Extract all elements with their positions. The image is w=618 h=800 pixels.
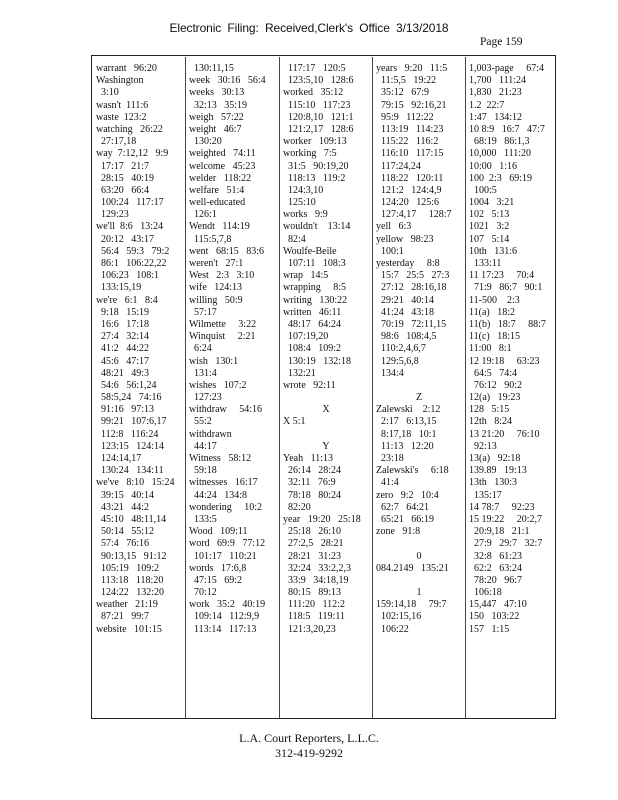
index-entry-continuation: 133:11 (469, 258, 502, 269)
index-entry-continuation: 129:5,6,8 (376, 355, 419, 367)
index-column-3 (283, 63, 369, 636)
index-entry-continuation: 25:18 26:10 (283, 526, 342, 538)
index-entry-continuation: 54:6 56:1,24 (96, 379, 157, 391)
index-entry-continuation: 15:7 25:5 27:3 (376, 270, 450, 282)
index-entry-continuation: 127:23 (189, 392, 222, 404)
index-entry-continuation: 113:19 114:23 (376, 123, 444, 135)
index-entry: 1.2 22:7 (469, 99, 505, 111)
index-entry-continuation: 100:24 117:17 (96, 197, 164, 209)
index-entry-continuation: 101:17 110:21 (189, 550, 257, 562)
index-entry-continuation: 27:12 28:16,18 (376, 282, 447, 294)
index-entry: wrote 92:11 (283, 379, 336, 391)
index-entry-continuation: 91:16 97:13 (96, 404, 155, 416)
court-reporter-name: L.A. Court Reporters, L.L.C. (239, 731, 379, 745)
index-entry-continuation: 16:6 17:18 (96, 318, 150, 330)
index-entry: 1,700 111:24 (469, 75, 527, 87)
index-entry: yell 6:3 (376, 221, 412, 233)
index-entry-continuation: 64:5 74:4 (469, 367, 518, 379)
index-entry-continuation: 121:3,20,23 (283, 623, 336, 635)
index-entry-continuation: 123:5,10 128:6 (283, 75, 354, 87)
index-spacer (283, 392, 369, 404)
index-entry-continuation: 118:5 119:11 (283, 611, 345, 623)
index-entry-continuation: 2:17 6:13,15 (376, 416, 437, 428)
index-entry: Zalewski's 6:18 (376, 465, 449, 477)
index-section-heading: 1 (416, 587, 422, 599)
index-entry: worker 109:13 (283, 136, 347, 148)
index-entry: 12 19:18 63:23 (469, 355, 540, 367)
index-entry: writing 130:22 (283, 294, 348, 306)
index-entry-continuation: 11:13 12:20 (376, 440, 434, 452)
index-entry: zone 91:8 (376, 526, 421, 538)
index-entry: weren't 27:1 (189, 258, 244, 269)
index-entry-continuation: 45:6 47:17 (96, 355, 150, 367)
index-entry: welcome 45:23 (189, 160, 256, 172)
index-entry: yellow 98:23 (376, 233, 434, 245)
index-entry: Washington (96, 75, 144, 87)
index-entry-continuation: 58:5,24 74:16 (96, 392, 162, 404)
index-entry: wondering 10:2 (189, 501, 263, 513)
page-number: Page 159 (480, 36, 523, 48)
index-entry-continuation: 33:9 34:18,19 (283, 574, 349, 586)
index-entry: 11(b) 18:7 88:7 (469, 318, 546, 330)
index-entry-continuation: 112:8 116:24 (96, 428, 159, 440)
index-entry: welder 118:22 (189, 172, 252, 184)
index-entry-continuation: 32:11 76:9 (283, 477, 336, 489)
index-entry: 1,830 21:23 (469, 87, 522, 99)
index-entry: Wilmette 3:22 (189, 318, 257, 330)
index-entry-continuation: 68:19 86:1,3 (469, 136, 530, 148)
index-entry-continuation: 17:17 21:7 (96, 160, 150, 172)
index-entry: 11-500 2:3 (469, 294, 520, 306)
index-entry-continuation: 92:13 (469, 440, 497, 452)
index-entry-continuation: 115:10 117:23 (283, 99, 351, 111)
index-entry: we'll 8:6 13:24 (96, 221, 164, 233)
index-entry-continuation: 44:24 134:8 (189, 489, 248, 501)
index-entry: zero 9:2 10:4 (376, 489, 439, 501)
index-entry-continuation: 106:23 108:1 (96, 270, 160, 282)
index-entry-continuation: 130:24 134:11 (96, 465, 164, 477)
index-entry-continuation: 20:9,18 21:1 (469, 526, 530, 538)
index-entry-continuation: 87:21 99:7 (96, 611, 150, 623)
index-entry: yesterday 8:8 (376, 258, 440, 269)
index-entry-continuation: 41:4 (376, 477, 399, 489)
index-entry-continuation: 27:2,5 28:21 (283, 538, 344, 550)
index-entry-continuation: 133:15,19 (96, 282, 142, 294)
index-entry: weight 46:7 (189, 123, 242, 135)
index-entry: wrap 14:5 (283, 270, 329, 282)
index-entry-continuation: 130:20 (189, 136, 222, 148)
index-entry: 12(a) 19:23 (469, 392, 521, 404)
index-entry: watching 26:22 (96, 123, 163, 135)
index-entry: 12th 8:24 (469, 416, 513, 428)
index-entry-continuation: 110:2,4,6,7 (376, 343, 426, 355)
index-entry-continuation: 31:5 90:19,20 (283, 160, 349, 172)
index-entry: 10,000 111:20 (469, 148, 532, 160)
index-spacer (376, 538, 462, 550)
index-entry: wish 130:1 (189, 355, 239, 367)
index-entry-continuation: 26:14 28:24 (283, 465, 342, 477)
index-entry-continuation: 99:21 107:6,17 (96, 416, 167, 428)
index-entry: year 19:20 25:18 (283, 513, 361, 525)
index-entry-continuation: 62:2 63:24 (469, 562, 523, 574)
column-divider (279, 57, 280, 718)
index-column-5 (469, 63, 553, 636)
index-entry: 107 5:14 (469, 233, 510, 245)
efiling-stamp: Electronic Filing: Received,Clerk's Office 3/13/2018 (169, 21, 449, 35)
index-entry-continuation: 70:12 (189, 587, 217, 599)
court-reporter-phone: 312-419-9292 (275, 746, 343, 760)
index-entry: 13 21:20 76:10 (469, 428, 540, 440)
index-entry-continuation: 76:12 90:2 (469, 379, 523, 391)
index-entry-continuation: 9:18 15:19 (96, 306, 150, 318)
index-entry: we've 8:10 15:24 (96, 477, 175, 489)
index-entry-continuation: 39:15 40:14 (96, 489, 155, 501)
index-entry: worked 35:12 (283, 87, 344, 99)
index-entry: 157 1:15 (469, 623, 510, 635)
index-entry-continuation: 118:13 119:2 (283, 172, 346, 184)
index-entry: 100 2:3 69:19 (469, 172, 533, 184)
index-entry-continuation: 59:18 (189, 465, 217, 477)
index-entry-continuation: 127:4,17 128:7 (376, 209, 452, 221)
index-entry-continuation: 107:11 108:3 (283, 258, 346, 269)
index-entry-continuation: 132:21 (283, 367, 316, 379)
index-entry: 139.89 19:13 (469, 465, 527, 477)
index-entry: 11:00 8:1 (469, 343, 512, 355)
index-entry: 13(a) 92:18 (469, 453, 521, 464)
index-entry-continuation: 45:10 48:11,14 (96, 513, 167, 525)
index-spacer (376, 380, 462, 392)
index-entry: 10:00 1:16 (469, 160, 518, 172)
index-entry-continuation: 120:8,10 121:1 (283, 111, 354, 123)
index-entry-continuation: 27:4 32:14 (96, 331, 150, 343)
index-section-heading: X (322, 404, 330, 416)
index-entry: 11 17:23 70:4 (469, 270, 535, 282)
index-entry-continuation: 90:13,15 91:12 (96, 550, 167, 562)
index-entry: Winquist 2:21 (189, 331, 256, 343)
index-entry: X 5:1 (283, 416, 306, 428)
index-entry-continuation: 131:4 (189, 367, 217, 379)
index-entry-continuation: 130:19 132:18 (283, 355, 352, 367)
index-entry: wouldn't 13:14 (283, 221, 351, 233)
index-entry-continuation: 62:7 64:21 (376, 501, 430, 513)
index-entry-continuation: 32:8 61:23 (469, 550, 523, 562)
index-entry-continuation: 124:3,10 (283, 184, 324, 196)
index-entry-continuation: 56:4 59:3 79:2 (96, 245, 170, 257)
column-divider (465, 57, 466, 718)
index-entry-continuation: 35:12 67:9 (376, 87, 430, 99)
index-entry: wrapping 8:5 (283, 282, 347, 294)
column-divider (372, 57, 373, 718)
index-entry: years 9:20 11:5 (376, 63, 448, 74)
index-entry: website 101:15 (96, 623, 162, 635)
index-entry: West 2:3 3:10 (189, 270, 255, 282)
index-entry-continuation: 98:6 108:4,5 (376, 331, 437, 343)
index-entry-continuation: 47:15 69:2 (189, 574, 243, 586)
index-entry-continuation: 48:17 64:24 (283, 318, 342, 330)
index-entry: 102 5:13 (469, 209, 510, 221)
index-entry-continuation: 32:24 33:2,2,3 (283, 562, 352, 574)
index-entry: 1:47 134:12 (469, 111, 523, 123)
index-entry-continuation: 115:5,7,8 (189, 233, 232, 245)
index-entry: 15,447 47:10 (469, 599, 527, 611)
index-entry-continuation: 11:5,5 19:22 (376, 75, 437, 87)
index-entry-continuation: 23:18 (376, 453, 404, 464)
index-entry-continuation: 6:24 (189, 343, 212, 355)
index-entry-continuation: 129:23 (96, 209, 129, 221)
index-entry: working 7:5 (283, 148, 337, 160)
index-entry: Woulfe-Beile (283, 245, 337, 257)
index-entry-continuation: 50:14 55:12 (96, 526, 155, 538)
index-entry-continuation: 57:17 (189, 306, 217, 318)
index-entry: witnesses 16:17 (189, 477, 258, 489)
index-entry: 1021 3:2 (469, 221, 510, 233)
index-entry-continuation: 8:17,18 10:1 (376, 428, 437, 440)
index-entry-continuation: 108:4 109:2 (283, 343, 342, 355)
index-entry: way 7:12,12 9:9 (96, 148, 169, 160)
index-entry-continuation: 106:22 (376, 623, 409, 635)
index-section-heading: Z (415, 392, 423, 404)
index-entry-continuation: 121:2,17 128:6 (283, 123, 354, 135)
index-entry: 150 103:22 (469, 611, 520, 623)
index-entry: weather 21:19 (96, 599, 158, 611)
index-entry-continuation: 78:18 80:24 (283, 489, 342, 501)
index-entry: went 68:15 83:6 (189, 245, 264, 257)
index-entry-continuation: 105:19 109:2 (96, 562, 160, 574)
index-entry: 10 8:9 16:7 47:7 (469, 123, 545, 135)
index-entry-continuation: 126:1 (189, 209, 217, 221)
index-entry-continuation: 78:20 96:7 (469, 574, 523, 586)
index-entry-continuation: 116:10 117:15 (376, 148, 444, 160)
index-entry-continuation: 107:19,20 (283, 331, 329, 343)
index-section-heading: Y (322, 440, 330, 452)
index-entry: 15 19:22 20:2,7 (469, 513, 543, 525)
index-entry-continuation: 123:15 124:14 (96, 440, 165, 452)
index-entry-continuation: 65:21 66:19 (376, 513, 435, 525)
index-entry-continuation: 130:11,15 (189, 63, 234, 74)
index-entry: 1004 3:21 (469, 197, 515, 209)
index-entry: written 46:11 (283, 306, 342, 318)
index-entry-continuation: 124:20 125:6 (376, 197, 440, 209)
index-entry: weigh 57:22 (189, 111, 244, 123)
index-entry-continuation: 121:2 124:4,9 (376, 184, 442, 196)
index-entry: weeks 30:13 (189, 87, 245, 99)
index-spacer (376, 575, 462, 587)
index-spacer (283, 429, 369, 441)
index-entry-continuation: 135:17 (469, 489, 502, 501)
index-entry: 084.2149 135:21 (376, 562, 449, 574)
index-entry: Wood 109:11 (189, 526, 248, 538)
index-entry-continuation: 113:18 118:20 (96, 574, 164, 586)
index-entry: Wendt 114:19 (189, 221, 250, 233)
index-entry: well-educated (189, 197, 246, 209)
index-entry-continuation: 113:14 117:13 (189, 623, 257, 635)
index-entry-continuation: 55:2 (189, 416, 212, 428)
index-entry-continuation: 79:15 92:16,21 (376, 99, 447, 111)
index-entry-continuation: 27:9 29:7 32:7 (469, 538, 543, 550)
index-entry-continuation: 82:20 (283, 501, 311, 513)
index-entry: Witness 58:12 (189, 453, 252, 464)
index-entry-continuation: 100:1 (376, 245, 404, 257)
index-entry: wife 124:13 (189, 282, 243, 294)
index-entry-continuation: 117:17 120:5 (283, 63, 346, 74)
index-entry-continuation: 70:19 72:11,15 (376, 318, 447, 330)
index-entry-continuation: 28:15 40:19 (96, 172, 155, 184)
index-entry-continuation: 29:21 40:14 (376, 294, 435, 306)
index-entry-continuation: 125:10 (283, 197, 316, 209)
index-entry-continuation: 124:14,17 (96, 453, 142, 464)
index-entry: 14 78:7 92:23 (469, 501, 535, 513)
index-entry: word 69:9 77:12 (189, 538, 266, 550)
index-entry: waste 123:2 (96, 111, 147, 123)
index-entry: 128 5:15 (469, 404, 510, 416)
index-entry: withdraw 54:16 (189, 404, 263, 416)
column-divider (185, 57, 186, 718)
index-entry-continuation: 117:24,24 (376, 160, 421, 172)
index-entry-continuation: 27:17,18 (96, 136, 137, 148)
index-entry-continuation: 41:24 43:18 (376, 306, 435, 318)
index-entry-continuation: 118:22 120:11 (376, 172, 444, 184)
index-entry-continuation: 57:4 76:16 (96, 538, 150, 550)
index-column-4 (376, 63, 462, 636)
index-section-heading: 0 (416, 550, 422, 562)
index-entry: 1,003-page 67:4 (469, 63, 544, 74)
index-entry-continuation: 86:1 106:22,22 (96, 258, 167, 269)
index-entry: Zalewski 2:12 (376, 404, 441, 416)
index-entry: Yeah 11:13 (283, 453, 334, 464)
index-entry: weighted 74:11 (189, 148, 256, 160)
index-entry-continuation: 95:9 112:22 (376, 111, 434, 123)
index-entry-continuation: 134:4 (376, 367, 404, 379)
index-entry-continuation: 124:22 132:20 (96, 587, 165, 599)
index-entry-continuation: 82:4 (283, 233, 306, 245)
index-column-1 (96, 63, 182, 636)
index-entry-continuation: 71:9 86:7 90:1 (469, 282, 543, 294)
index-column-2 (189, 63, 275, 636)
index-entry-continuation: 41:2 44:22 (96, 343, 150, 355)
index-entry: warrant 96:20 (96, 63, 157, 74)
index-entry-continuation: 48:21 49:3 (96, 367, 150, 379)
index-entry: we're 6:1 8:4 (96, 294, 158, 306)
index-entry: 10th 131:6 (469, 245, 518, 257)
index-entry-continuation: 133:5 (189, 513, 217, 525)
index-entry: 11(a) 18:2 (469, 306, 516, 318)
index-entry-continuation: 43:21 44:2 (96, 501, 150, 513)
index-entry-continuation: 115:22 116:2 (376, 136, 439, 148)
index-entry: welfare 51:4 (189, 184, 245, 196)
index-entry: work 35:2 40:19 (189, 599, 266, 611)
index-entry-continuation: 32:13 35:19 (189, 99, 248, 111)
index-entry: wishes 107:2 (189, 379, 247, 391)
index-entry: 159:14,18 79:7 (376, 599, 447, 611)
index-entry: 11(c) 18:15 (469, 331, 521, 343)
index-entry: wasn't 111:6 (96, 99, 149, 111)
index-entry-continuation: 106:18 (469, 587, 502, 599)
index-entry: willing 50:9 (189, 294, 243, 306)
index-entry-continuation: 28:21 31:23 (283, 550, 342, 562)
index-entry-continuation: 80:15 89:13 (283, 587, 342, 599)
index-entry-continuation: 109:14 112:9,9 (189, 611, 260, 623)
index-entry-continuation: 63:20 66:4 (96, 184, 150, 196)
index-entry: words 17:6,8 (189, 562, 247, 574)
index-entry: week 30:16 56:4 (189, 75, 266, 87)
index-entry-continuation: 20:12 43:17 (96, 233, 155, 245)
index-entry: 13th 130:3 (469, 477, 518, 489)
index-entry-continuation: 111:20 112:2 (283, 599, 345, 611)
index-entry-continuation: 3:10 (96, 87, 119, 99)
index-entry: works 9:9 (283, 209, 328, 221)
index-entry: withdrawn (189, 428, 232, 440)
index-entry-continuation: 100:5 (469, 184, 497, 196)
index-entry-continuation: 44:17 (189, 440, 217, 452)
index-entry-continuation: 102:15,16 (376, 611, 422, 623)
